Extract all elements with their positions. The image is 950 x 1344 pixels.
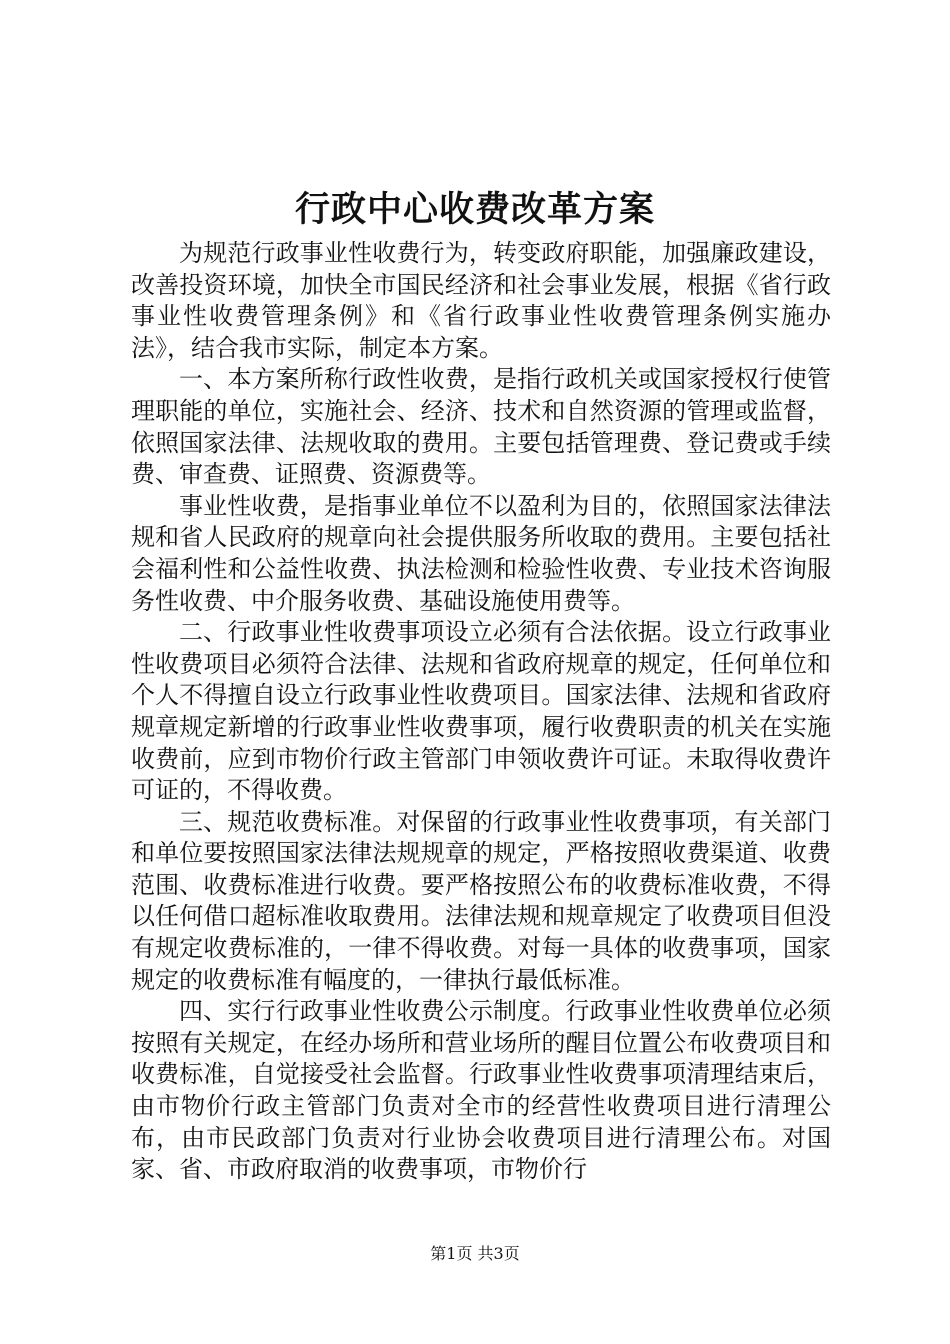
paragraph-2: 事业性收费，是指事业单位不以盈利为目的，依照国家法律法规和省人民政府的规章向社会提供服务所收取的费用。主要包括社会福利性和公益性收费、执法检测和检验性收费、专业技术咨询服务性收费、中介服务收费、基础设施使用费等。 xyxy=(131,491,831,615)
paragraph-5: 四、实行行政事业性收费公示制度。行政事业性收费单位必须按照有关规定，在经办场所和营业场所的醒目位置公布收费项目和收费标准，自觉接受社会监督。行政事业性收费事项清理结束后，由市物价行政主管部门负责对全市的经营性收费项目进行清理公布，由市民政部门负责对行业协会收费项目进行清理公布。对国家、省、市政府取消的收费事项，市物价行 xyxy=(131,997,831,1184)
paragraph-4: 三、规范收费标准。对保留的行政事业性收费事项，有关部门和单位要按照国家法律法规规章的规定，严格按照收费渠道、收费范围、收费标准进行收费。要严格按照公布的收费标准收费，不得以任何借口超标准收取费用。法律法规和规章规定了收费项目但没有规定收费标准的，一律不得收费。对每一具体的收费事项，国家规定的收费标准有幅度的，一律执行最低标准。 xyxy=(131,807,831,994)
paragraph-1: 一、本方案所称行政性收费，是指行政机关或国家授权行使管理职能的单位，实施社会、经济、技术和自然资源的管理或监督，依照国家法律、法规收取的费用。主要包括管理费、登记费或手续费、审查费、证照费、资源费等。 xyxy=(131,365,831,489)
paragraph-3: 二、行政事业性收费事项设立必须有合法依据。设立行政事业性收费项目必须符合法律、法规和省政府规章的规定，任何单位和个人不得擅自设立行政事业性收费项目。国家法律、法规和省政府规章规定新增的行政事业性收费事项，履行收费职责的机关在实施收费前，应到市物价行政主管部门申领收费许可证。未取得收费许可证的，不得收费。 xyxy=(131,618,831,805)
document-title: 行政中心收费改革方案 xyxy=(294,189,655,230)
paragraph-intro: 为规范行政事业性收费行为，转变政府职能，加强廉政建设，改善投资环境，加快全市国民经济和社会事业发展，根据《省行政事业性收费管理条例》和《省行政事业性收费管理条例实施办法》，结合我市实际，制定本方案。 xyxy=(131,239,831,362)
page-number-footer: 第1页 共3页 xyxy=(430,1244,520,1263)
document-body xyxy=(131,238,831,1186)
